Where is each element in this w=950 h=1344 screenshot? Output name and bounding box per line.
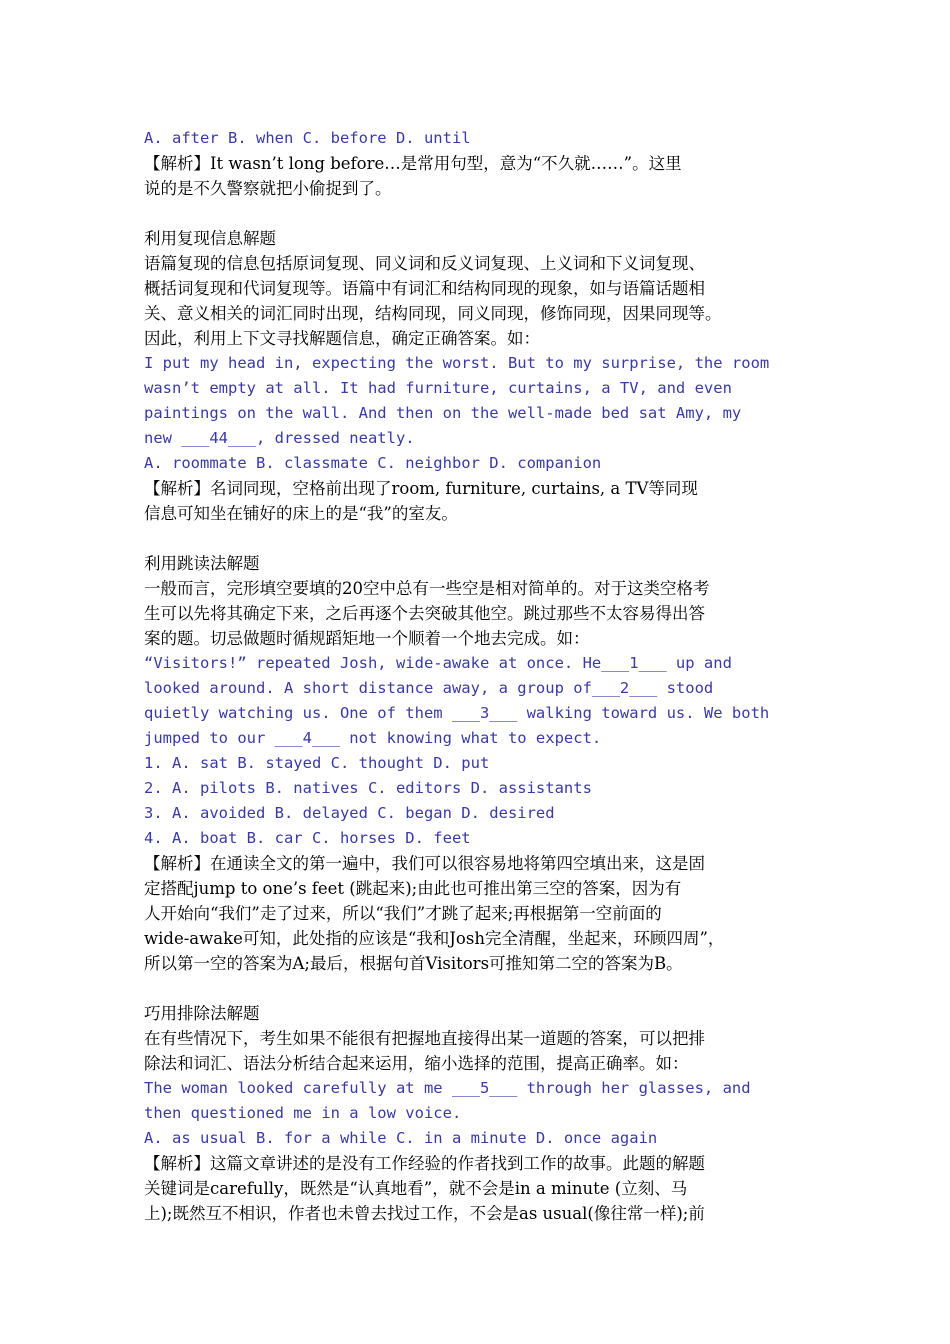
option-line: 4. A. boat B. car C. horses D. feet <box>144 829 471 847</box>
analysis-line: 关键词是carefully，既然是“认真地看”，就不会是in a minute (立刻、马 <box>144 1179 688 1198</box>
option-line: A. as usual B. for a while C. in a minute D. once again <box>144 1129 658 1147</box>
description-line: 因此，利用上下文寻找解题信息，确定正确答案。如： <box>144 329 540 348</box>
paragraph-spacer <box>144 526 824 551</box>
example-line: The woman looked carefully at me ___5___ through her glasses, and <box>144 1079 751 1097</box>
example-line: then questioned me in a low voice. <box>144 1104 462 1122</box>
option-line: 1. A. sat B. stayed C. thought D. put <box>144 754 490 772</box>
analysis-line: 说的是不久警察就把小偷捉到了。 <box>144 179 392 198</box>
description-line: 生可以先将其确定下来，之后再逐个去突破其他空。跳过那些不太容易得出答 <box>144 604 705 623</box>
option-line: A. roommate B. classmate C. neighbor D. companion <box>144 454 602 472</box>
paragraph-spacer <box>144 201 824 226</box>
description-line: 概括词复现和代词复现等。语篇中有词汇和结构同现的现象，如与语篇话题相 <box>144 279 705 298</box>
section-heading: 利用跳读法解题 <box>144 554 260 573</box>
description-line: 语篇复现的信息包括原词复现、同义词和反义词复现、上义词和下义词复现、 <box>144 254 705 273</box>
description-line: 除法和词汇、语法分析结合起来运用，缩小选择的范围，提高正确率。如： <box>144 1054 689 1073</box>
section-heading: 利用复现信息解题 <box>144 229 276 248</box>
analysis-line: wide-awake可知，此处指的应该是“我和Josh完全清醒，坐起来，环顾四周”， <box>144 929 725 948</box>
analysis-line: 【解析】名词同现，空格前出现了room, furniture, curtains, a TV等同现 <box>144 479 698 498</box>
analysis-line: 所以第一空的答案为A;最后，根据句首Visitors可推知第二空的答案为B。 <box>144 954 683 973</box>
option-line: 2. A. pilots B. natives C. editors D. assistants <box>144 779 592 797</box>
description-line: 案的题。切忌做题时循规蹈矩地一个顺着一个地去完成。如： <box>144 629 590 648</box>
example-line: “Visitors!” repeated Josh, wide-awake at once. He___1___ up and <box>144 654 732 672</box>
analysis-line: 定搭配jump to one’s feet (跳起来);由此也可推出第三空的答案，因为有 <box>144 879 682 898</box>
option-line: 3. A. avoided B. delayed C. began D. desired <box>144 804 555 822</box>
document-body <box>144 126 824 1226</box>
example-line: new ___44___, dressed neatly. <box>144 429 415 447</box>
analysis-line: 信息可知坐在铺好的床上的是“我”的室友。 <box>144 504 458 523</box>
analysis-line: 【解析】It wasn’t long before…是常用句型，意为“不久就……”。这里 <box>144 154 682 173</box>
example-line: looked around. A short distance away, a group of___2___ stood <box>144 679 714 697</box>
example-line: quietly watching us. One of them ___3___ walking toward us. We both <box>144 704 770 722</box>
section-heading: 巧用排除法解题 <box>144 1004 260 1023</box>
description-line: 在有些情况下，考生如果不能很有把握地直接得出某一道题的答案，可以把排 <box>144 1029 705 1048</box>
analysis-line: 人开始向“我们”走了过来，所以“我们”才跳了起来;再根据第一空前面的 <box>144 904 662 923</box>
analysis-line: 【解析】这篇文章讲述的是没有工作经验的作者找到工作的故事。此题的解题 <box>144 1154 705 1173</box>
analysis-line: 上);既然互不相识，作者也未曾去找过工作，不会是as usual(像往常一样);前 <box>144 1204 705 1223</box>
example-line: paintings on the wall. And then on the well-made bed sat Amy, my <box>144 404 742 422</box>
example-line: jumped to our ___4___ not knowing what to expect. <box>144 729 602 747</box>
analysis-line: 【解析】在通读全文的第一遍中，我们可以很容易地将第四空填出来，这是固 <box>144 854 705 873</box>
description-line: 一般而言，完形填空要填的20空中总有一些空是相对简单的。对于这类空格考 <box>144 579 710 598</box>
example-line: wasn’t empty at all. It had furniture, curtains, a TV, and even <box>144 379 732 397</box>
option-line: A. after B. when C. before D. until <box>144 129 471 147</box>
paragraph-spacer <box>144 976 824 1001</box>
description-line: 关、意义相关的词汇同时出现，结构同现，同义同现，修饰同现，因果同现等。 <box>144 304 722 323</box>
example-line: I put my head in, expecting the worst. But to my surprise, the room <box>144 354 770 372</box>
